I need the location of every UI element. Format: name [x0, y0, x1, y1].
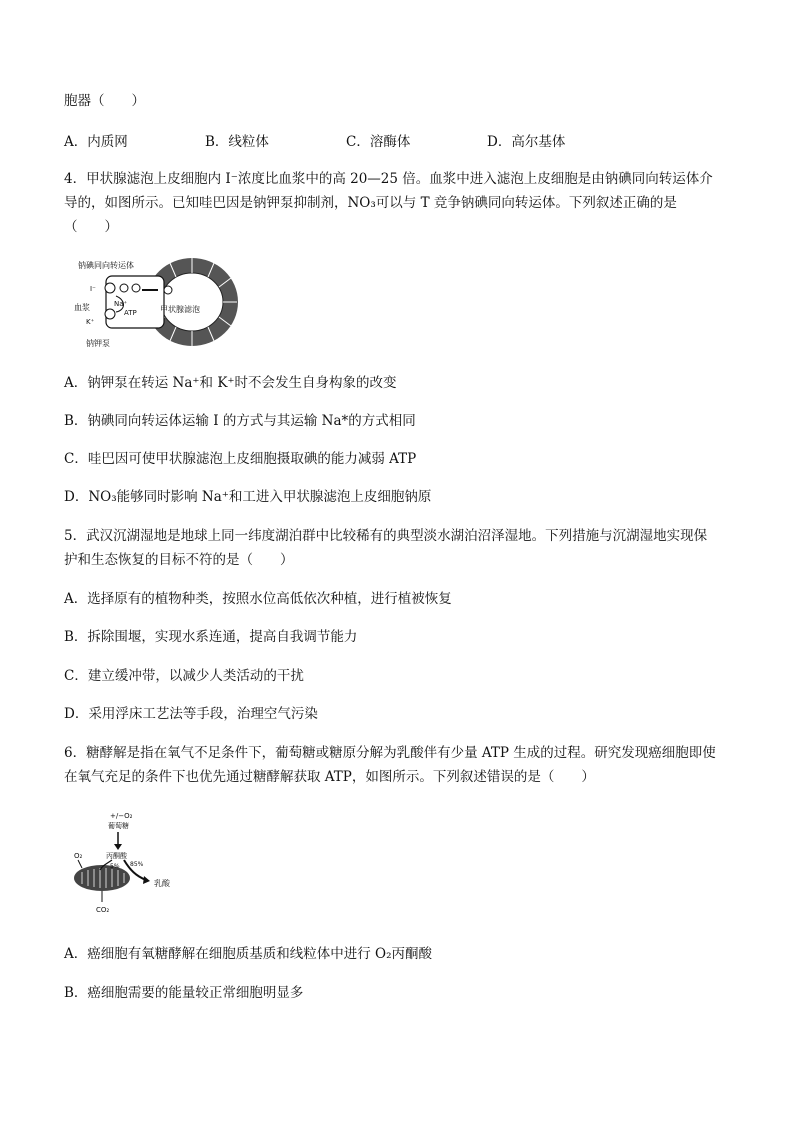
- label-plasma: 血浆: [74, 303, 90, 312]
- q6-stem-line-2: 在氧气充足的条件下也优先通过糖酵解获取 ATP，如图所示。下列叙述错误的是（ ）: [64, 769, 595, 785]
- q4-stem-line-1: 4．甲状腺滤泡上皮细胞内 I⁻浓度比血浆中的高 20—25 倍。血浆中进入滤泡上皮细胞是由钠碘同向转运体介: [64, 171, 713, 187]
- q3-option-a: A．内质网: [64, 134, 128, 150]
- q5-option-a: A．选择原有的植物种类，按照水位高低依次种植，进行植被恢复: [64, 591, 452, 607]
- q3-option-c: C．溶酶体: [346, 134, 411, 150]
- arrowhead-glucose: [114, 844, 122, 850]
- label-follicle: 甲状腺滤泡: [160, 305, 200, 314]
- q5-option-d: D．采用浮床工艺法等手段，治理空气污染: [64, 706, 318, 722]
- q4-option-d: D．NO₃能够同时影响 Na⁺和工进入甲状腺滤泡上皮细胞钠原: [64, 489, 432, 505]
- arrowhead-lactate: [143, 876, 150, 884]
- iodide-dot-2: [132, 284, 140, 292]
- label-85pct: 85%: [130, 861, 144, 868]
- glycolysis-figure: [72, 808, 182, 918]
- q6-option-b: B．癌细胞需要的能量较正常细胞明显多: [64, 985, 304, 1001]
- label-na: Na⁺: [114, 300, 128, 308]
- iodide-dot-1: [120, 284, 128, 292]
- label-pump: 钠钾泵: [86, 339, 110, 348]
- q5-option-b: B．拆除围堰，实现水系连通，提高自我调节能力: [64, 629, 358, 645]
- q3-options: [64, 130, 744, 150]
- pump-protein: [105, 309, 115, 319]
- q4-stem-line-3: （ ）: [64, 219, 118, 235]
- cotransporter-protein: [105, 283, 115, 293]
- q4-option-a: A．钠钾泵在转运 Na⁺和 K⁺时不会发生自身构象的改变: [64, 375, 397, 391]
- q5-option-c: C．建立缓冲带，以减少人类活动的干扰: [64, 668, 304, 684]
- label-glucose: 葡萄糖: [108, 822, 129, 830]
- q6-stem-line-1: 6．糖酵解是指在氧气不足条件下，葡萄糖或糖原分解为乳酸伴有少量 ATP 生成的过程。研究发现癌细胞即使: [64, 745, 716, 761]
- arrow-o2-in: [78, 860, 82, 868]
- label-o2-top: +/−O₂: [110, 812, 133, 820]
- label-atp: ATP: [124, 309, 137, 317]
- iodide-dot-lumen: [164, 286, 172, 294]
- q5-stem-line-2: 护和生态恢复的目标不符的是（ ）: [64, 552, 294, 568]
- label-pyruvate: 丙酮酸: [106, 852, 127, 860]
- label-5pct: 5%: [110, 863, 120, 870]
- label-cotransporter: 钠碘同向转运体: [78, 261, 134, 270]
- q4-stem-line-2: 导的，如图所示。已知哇巴因是钠钾泵抑制剂，NO₃可以与 T 竞争钠碘同向转运体。下列叙述正确的是: [64, 195, 677, 211]
- q4-option-c: C．哇巴因可使甲状腺滤泡上皮细胞摄取碘的能力减弱 ATP: [64, 451, 417, 467]
- q5-stem-line-1: 5．武汉沉湖湿地是地球上同一纬度湖泊群中比较稀有的典型淡水湖泊沼泽湿地。下列措施与沉湖湿地实现保: [64, 528, 708, 544]
- q6-option-a: A．癌细胞有氧糖酵解在细胞质基质和线粒体中进行 O₂丙酮酸: [64, 946, 433, 962]
- thyroid-follicle-figure: [74, 254, 244, 354]
- q3-stem-tail: 胞器（ ）: [64, 93, 145, 109]
- label-o2-left: O₂: [74, 852, 83, 860]
- label-co2: CO₂: [96, 906, 110, 914]
- follicle-lumen: [161, 273, 223, 331]
- q3-option-b: B．线粒体: [205, 134, 269, 150]
- label-k: K⁺: [86, 318, 95, 326]
- q3-option-d: D．高尔基体: [487, 134, 566, 150]
- q4-option-b: B．钠碘同向转运体运输 I 的方式与其运输 Na*的方式相同: [64, 413, 416, 429]
- label-i: I⁻: [90, 285, 96, 293]
- label-lactate: 乳酸: [154, 879, 170, 888]
